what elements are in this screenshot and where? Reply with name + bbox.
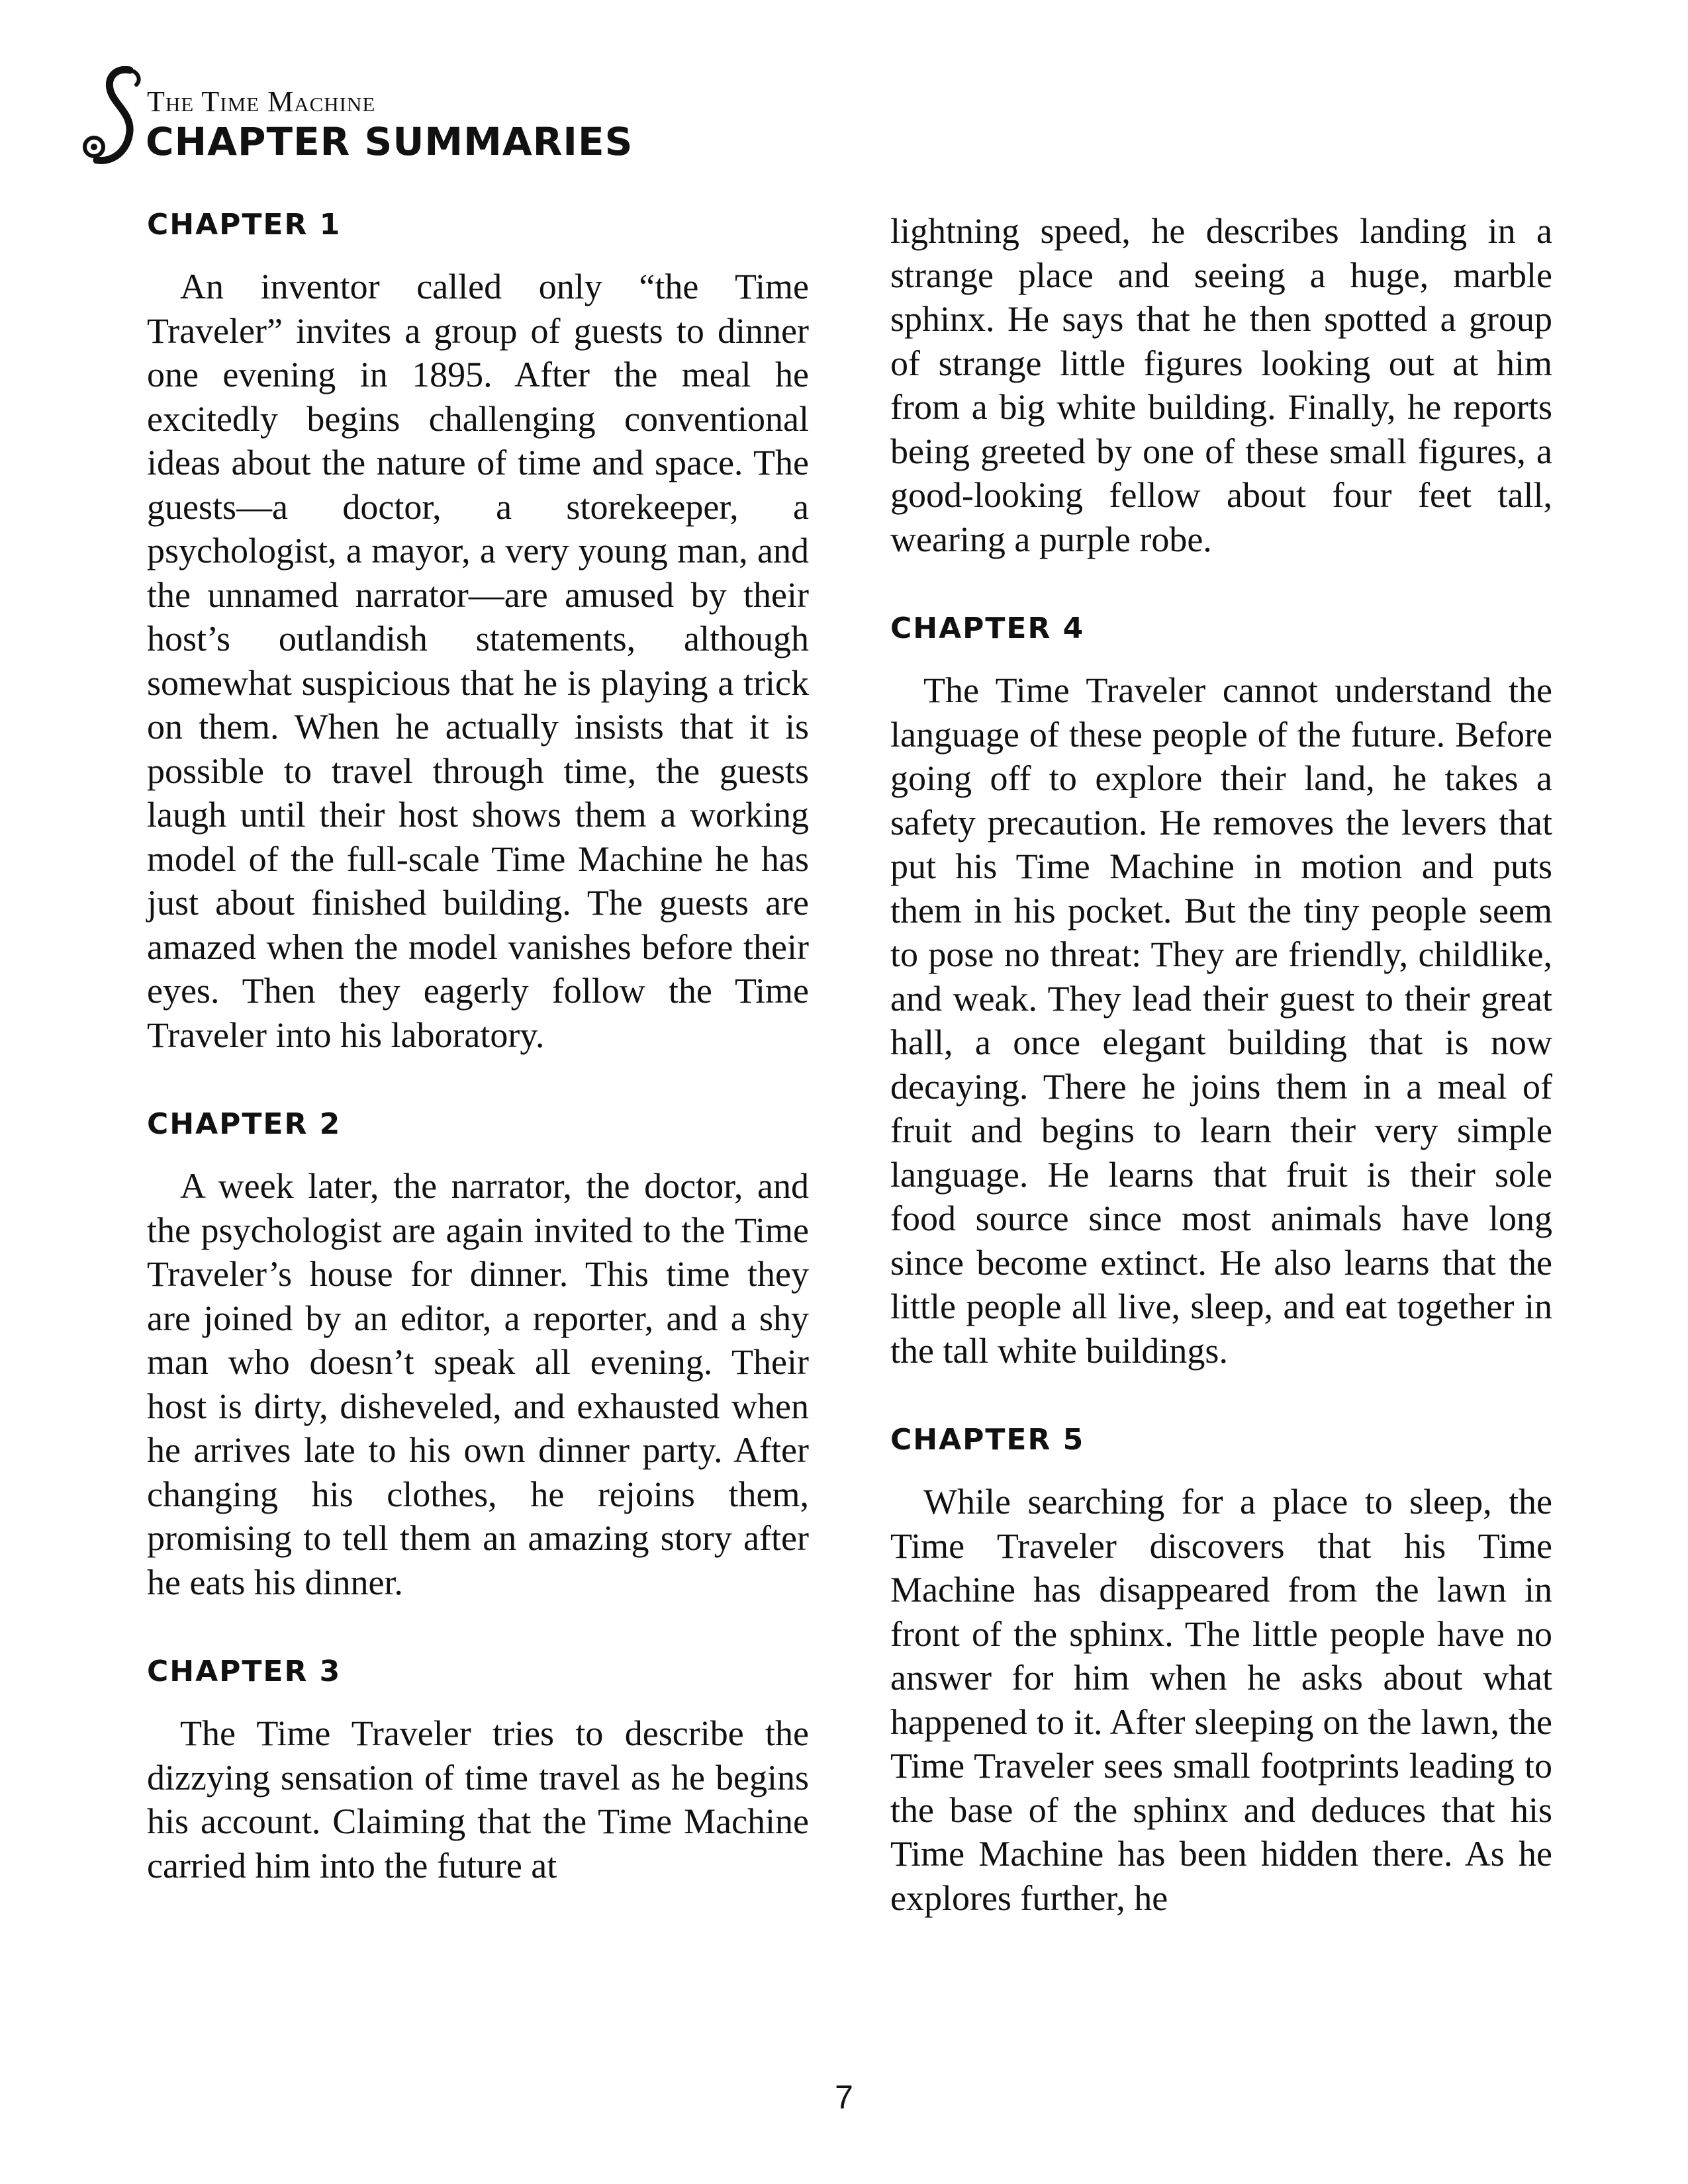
right-column: [890, 209, 1552, 1968]
page-number: 7: [835, 2079, 853, 2116]
section-title: CHAPTER SUMMARIES: [146, 119, 633, 164]
series-logo-icon: [78, 66, 151, 172]
chapter-2-heading: CHAPTER 2: [147, 1107, 342, 1141]
book-title: The Time Machine: [147, 85, 376, 118]
chapter-3-heading: CHAPTER 3: [147, 1655, 342, 1688]
left-column: [147, 205, 809, 1935]
chapter-3-summary-part-2: lightning speed, he describes landing in a strange place and seeing a huge, marble sphinx. He says that he then spotted a group of strange little figures looking out at him from a big white building. Finally, he reports being greeted by one of these small figures, a good-looking fellow about four feet tall, wearing a purple robe.: [890, 211, 1552, 559]
chapter-3-summary-part-1: The Time Traveler tries to describe the dizzying sensation of time travel as he begins his account. Claiming that the Time Machine carried him into the future at: [147, 1713, 809, 1886]
chapter-2-summary: A week later, the narrator, the doctor, and the psychologist are again invited to the Time Traveler’s house for dinner. This time they are joined by an editor, a reporter, and a shy man who doesn’t speak all evening. Their host is dirty, disheveled, and exhausted when he arrives late to his own dinner party. After changing his clothes, he rejoins them, promising to tell them an amazing story after he eats his dinner.: [147, 1166, 809, 1602]
chapter-5-heading: CHAPTER 5: [890, 1423, 1085, 1457]
chapter-1-summary: An inventor called only “the Time Traveler” invites a group of guests to dinner one evening in 1895. After the meal he excitedly begins challenging conventional ideas about the nature of time and space. The guests—a doctor, a storekeeper, a psychologist, a mayor, a very young man, and the unnamed narrator—are amused by their host’s outlandish statements, although somewhat suspicious that he is playing a trick on them. When he actually insists that it is possible to travel through time, the guests laugh until their host shows them a working model of the full-scale Time Machine he has just about finished building. The guests are amazed when the model vanishes before their eyes. Then they eagerly follow the Time Traveler into his laboratory.: [147, 267, 809, 1055]
chapter-1-heading: CHAPTER 1: [147, 208, 342, 242]
chapter-4-heading: CHAPTER 4: [890, 612, 1085, 645]
chapter-5-summary: While searching for a place to sleep, the Time Traveler discovers that his Time Machine has disappeared from the lawn in front of the sphinx. The little people have no answer for him when he asks about what happened to it. After sleeping on the lawn, the Time Traveler sees small footprints leading to the base of the sphinx and deduces that his Time Machine has been hidden there. As he explores further, he: [890, 1482, 1552, 1918]
chapter-4-summary: The Time Traveler cannot understand the language of these people of the future. Before going off to explore their land, he takes a safety precaution. He removes the levers that put his Time Machine in motion and puts them in his pocket. But the tiny people seem to pose no threat: They are friendly, childlike, and weak. They lead their guest to their great hall, a once elegant building that is now decaying. There he joins them in a meal of fruit and begins to learn their very simple language. He learns that fruit is their sole food source since most animals have long since become extinct. He also learns that the little people all live, sleep, and eat together in the tall white buildings.: [890, 670, 1552, 1371]
